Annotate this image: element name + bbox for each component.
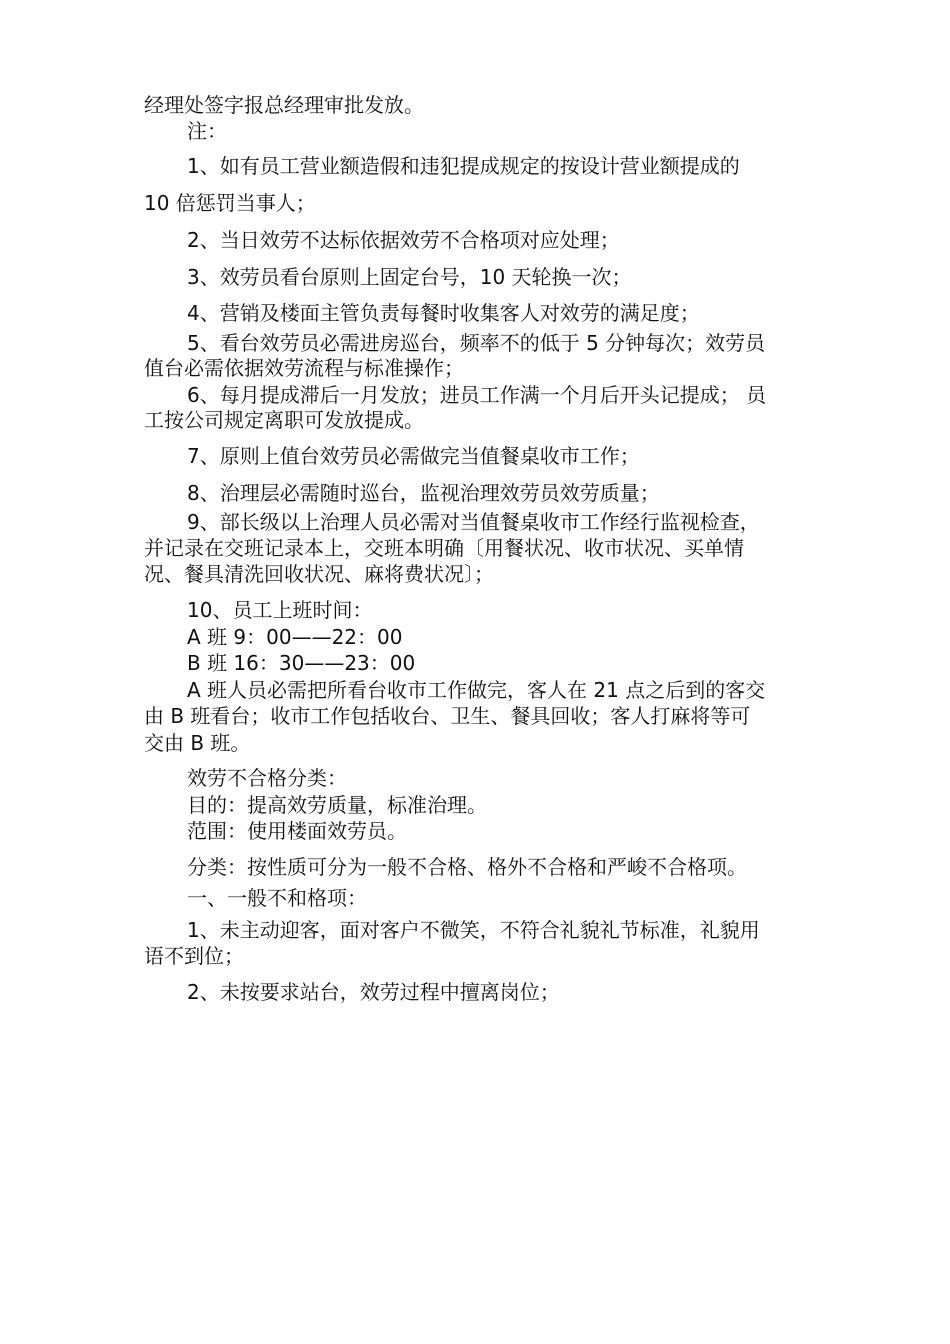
scope-line: 范围：使用楼面效劳员。: [187, 819, 407, 843]
note-item-5-line-2: 值台必需依据效劳流程与标准操作；: [144, 356, 464, 380]
note-item-6-line-2: 工按公司规定离职可发放提成。: [144, 408, 424, 432]
note-item-8: 8、治理层必需随时巡台，监视治理效劳员效劳质量；: [187, 481, 660, 505]
nonconformity-item-1-line-2: 语不到位；: [144, 944, 244, 968]
shift-rule-line-2: 由 B 班看台；收市工作包括收台、卫生、餐具回收；客人打麻将等可: [144, 704, 751, 728]
note-item-7: 7、原则上值台效劳员必需做完当值餐桌收市工作；: [187, 444, 640, 468]
nonconformity-item-2: 2、未按要求站台，效劳过程中擅离岗位；: [187, 980, 560, 1004]
note-item-9-line-1: 9、部长级以上治理人员必需对当值餐桌收市工作经行监视检查，: [187, 510, 760, 534]
shift-a-hours: A 班 9：00——22：00: [187, 625, 403, 649]
note-item-6-line-1: 6、每月提成滞后一月发放；进员工作满一个月后开头记提成； 员: [187, 383, 767, 407]
section-heading-classification: 效劳不合格分类：: [187, 766, 347, 790]
classification-line: 分类：按性质可分为一般不合格、格外不合格和严峻不合格项。: [187, 855, 747, 879]
note-item-5-line-1: 5、看台效劳员必需进房巡台，频率不的低于 5 分钟每次；效劳员: [187, 331, 766, 355]
text-line-approval: 经理处签字报总经理审批发放。: [144, 93, 424, 117]
note-item-9-line-2: 并记录在交班记录本上，交班本明确〔用餐状况、收市状况、买单情: [144, 536, 744, 560]
note-item-10-heading: 10、员工上班时间：: [187, 598, 373, 622]
shift-rule-line-1: A 班人员必需把所看台收市工作做完，客人在 21 点之后到的客交: [187, 678, 766, 702]
shift-rule-line-3: 交由 B 班。: [144, 731, 251, 755]
note-heading: 注：: [187, 119, 227, 143]
note-item-4: 4、营销及楼面主管负责每餐时收集客人对效劳的满足度；: [187, 301, 700, 325]
note-item-9-line-3: 况、餐具清洗回收状况、麻将费状况〕；: [144, 562, 494, 586]
note-item-2: 2、当日效劳不达标依据效劳不合格项对应处理；: [187, 228, 620, 252]
note-item-3: 3、效劳员看台原则上固定台号，10 天轮换一次；: [187, 265, 632, 289]
note-item-1-line-2: 10 倍惩罚当事人；: [144, 191, 316, 215]
general-nonconformity-heading: 一、一般不和格项：: [187, 886, 367, 910]
note-item-1-line-1: 1、如有员工营业额造假和违犯提成规定的按设计营业额提成的: [187, 154, 740, 178]
nonconformity-item-1-line-1: 1、未主动迎客，面对客户不微笑，不符合礼貌礼节标准，礼貌用: [187, 918, 760, 942]
shift-b-hours: B 班 16：30——23：00: [187, 651, 416, 675]
purpose-line: 目的：提高效劳质量，标准治理。: [187, 793, 487, 817]
